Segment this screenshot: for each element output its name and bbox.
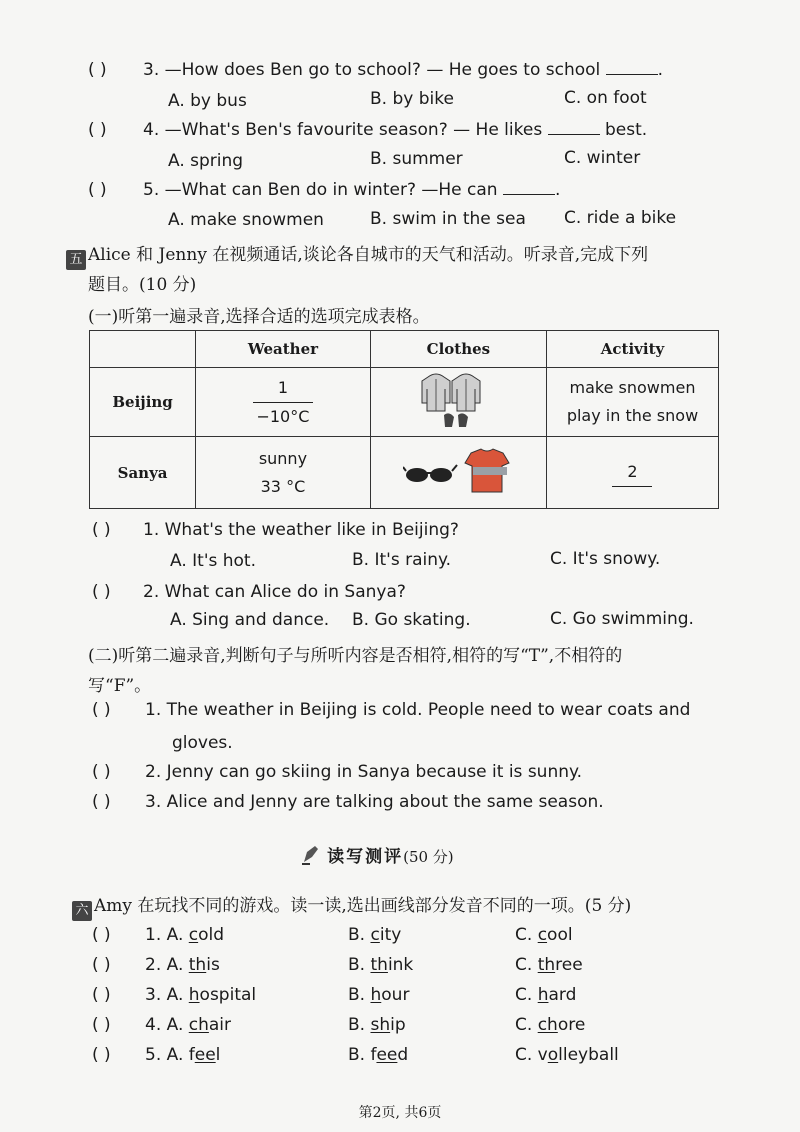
weather-table — [89, 330, 719, 509]
part-1-instruction: (一)听第一遍录音,选择合适的选项完成表格。 — [88, 307, 430, 327]
phonics-option-b: B. hour — [348, 985, 410, 1005]
phonics-option-b: B. feed — [348, 1045, 409, 1065]
sanya-activity — [546, 437, 718, 509]
part2-statement-1: 1. The weather in Beijing is cold. People need to wear coats and — [145, 700, 691, 720]
phonics-option-b: B. city — [348, 925, 402, 945]
answer-blank[interactable] — [503, 180, 555, 195]
option-c: C. on foot — [564, 88, 647, 108]
coats-gloves-icon — [418, 369, 498, 431]
city-beijing: Beijing — [90, 368, 196, 437]
answer-paren[interactable]: ( ) — [92, 700, 111, 720]
beijing-temp: −10°C — [256, 406, 310, 426]
option-a: A. spring — [168, 151, 244, 171]
phonics-option-a: 5. A. feel — [145, 1045, 221, 1065]
reading-heading: 读写测评(50 分) — [300, 842, 454, 867]
part2-statement-3: 3. Alice and Jenny are talking about the same season. — [145, 792, 604, 812]
question-3: 3. —How does Ben go to school? — He goes to school . — [143, 60, 664, 80]
part-2-instruction: (二)听第二遍录音,判断句子与所听内容是否相符,相符的写“T”,不相符的 — [88, 646, 623, 666]
beijing-activity — [546, 368, 718, 437]
option-a: A. by bus — [168, 91, 247, 111]
answer-paren[interactable]: ( ) — [92, 985, 111, 1005]
part2-statement-2: 2. Jenny can go skiing in Sanya because it is sunny. — [145, 762, 583, 782]
option-c: C. Go swimming. — [550, 609, 694, 629]
section-5-title-line2: 题目。(10 分) — [88, 275, 197, 295]
section-badge: 六 — [72, 901, 92, 921]
phonics-option-c: C. cool — [515, 925, 573, 945]
phonics-option-c: C. hard — [515, 985, 577, 1005]
option-a: A. Sing and dance. — [170, 610, 330, 630]
section-5-title: 五 Alice 和 Jenny 在视频通话,谈论各自城市的天气和活动。听录音,完成下列 — [66, 240, 648, 270]
part1-question-1: 1. What's the weather like in Beijing? — [143, 520, 459, 540]
phonics-option-a: 3. A. hospital — [145, 985, 257, 1005]
answer-blank[interactable] — [606, 60, 658, 75]
answer-paren[interactable]: ( ) — [92, 955, 111, 975]
phonics-option-a: 4. A. chair — [145, 1015, 232, 1035]
option-b: B. by bike — [370, 89, 454, 109]
section-badge: 五 — [66, 250, 86, 270]
sunglasses-tshirt-icon — [403, 445, 513, 497]
option-c: C. winter — [564, 148, 641, 168]
sanya-weather — [196, 437, 371, 509]
page-footer: 第2页, 共6页 — [358, 1105, 442, 1121]
part-2-instruction-line2: 写“F”。 — [88, 676, 152, 696]
option-a: A. It's hot. — [170, 551, 256, 571]
answer-paren[interactable]: ( ) — [88, 120, 107, 140]
phonics-option-b: B. think — [348, 955, 414, 975]
answer-paren[interactable]: ( ) — [88, 180, 107, 200]
activity-blank-2[interactable]: 2 — [612, 458, 652, 487]
answer-paren[interactable]: ( ) — [92, 925, 111, 945]
beijing-clothes — [370, 368, 546, 437]
table-header-weather: Weather — [196, 331, 371, 368]
phonics-option-a: 1. A. cold — [145, 925, 225, 945]
part2-statement-1-line2: gloves. — [172, 733, 233, 753]
option-c: C. ride a bike — [564, 208, 677, 228]
option-b: B. swim in the sea — [370, 209, 526, 229]
city-sanya: Sanya — [90, 437, 196, 509]
activity-line: play in the snow — [566, 406, 699, 425]
answer-blank[interactable] — [548, 120, 600, 135]
option-b: B. Go skating. — [352, 610, 471, 630]
part1-question-2: 2. What can Alice do in Sanya? — [143, 582, 406, 602]
sanya-temp: 33 °C — [260, 476, 306, 496]
weather-blank-1[interactable]: 1 — [253, 374, 313, 403]
section-6-title: 六 Amy 在玩找不同的游戏。读一读,选出画线部分发音不同的一项。(5 分) — [72, 891, 631, 921]
answer-paren[interactable]: ( ) — [92, 1015, 111, 1035]
sanya-weather-text: sunny — [258, 448, 308, 468]
sanya-clothes — [370, 437, 546, 509]
phonics-option-a: 2. A. this — [145, 955, 220, 975]
phonics-option-b: B. ship — [348, 1015, 406, 1035]
activity-line: make snowmen — [569, 378, 696, 397]
phonics-option-c: C. three — [515, 955, 583, 975]
table-header-activity: Activity — [546, 331, 718, 368]
answer-paren[interactable]: ( ) — [88, 60, 107, 80]
phonics-option-c: C. volleyball — [515, 1045, 619, 1065]
table-header-clothes: Clothes — [370, 331, 546, 368]
answer-paren[interactable]: ( ) — [92, 520, 111, 540]
option-c: C. It's snowy. — [550, 549, 661, 569]
option-b: B. It's rainy. — [352, 550, 452, 570]
answer-paren[interactable]: ( ) — [92, 1045, 111, 1065]
answer-paren[interactable]: ( ) — [92, 762, 111, 782]
option-b: B. summer — [370, 149, 463, 169]
question-4: 4. —What's Ben's favourite season? — He likes best. — [143, 120, 648, 140]
question-5: 5. —What can Ben do in winter? —He can . — [143, 180, 561, 200]
table-header-empty — [90, 331, 196, 368]
beijing-weather — [196, 368, 371, 437]
answer-paren[interactable]: ( ) — [92, 582, 111, 602]
answer-paren[interactable]: ( ) — [92, 792, 111, 812]
phonics-option-c: C. chore — [515, 1015, 586, 1035]
option-a: A. make snowmen — [168, 210, 324, 230]
pencil-icon — [300, 844, 322, 866]
